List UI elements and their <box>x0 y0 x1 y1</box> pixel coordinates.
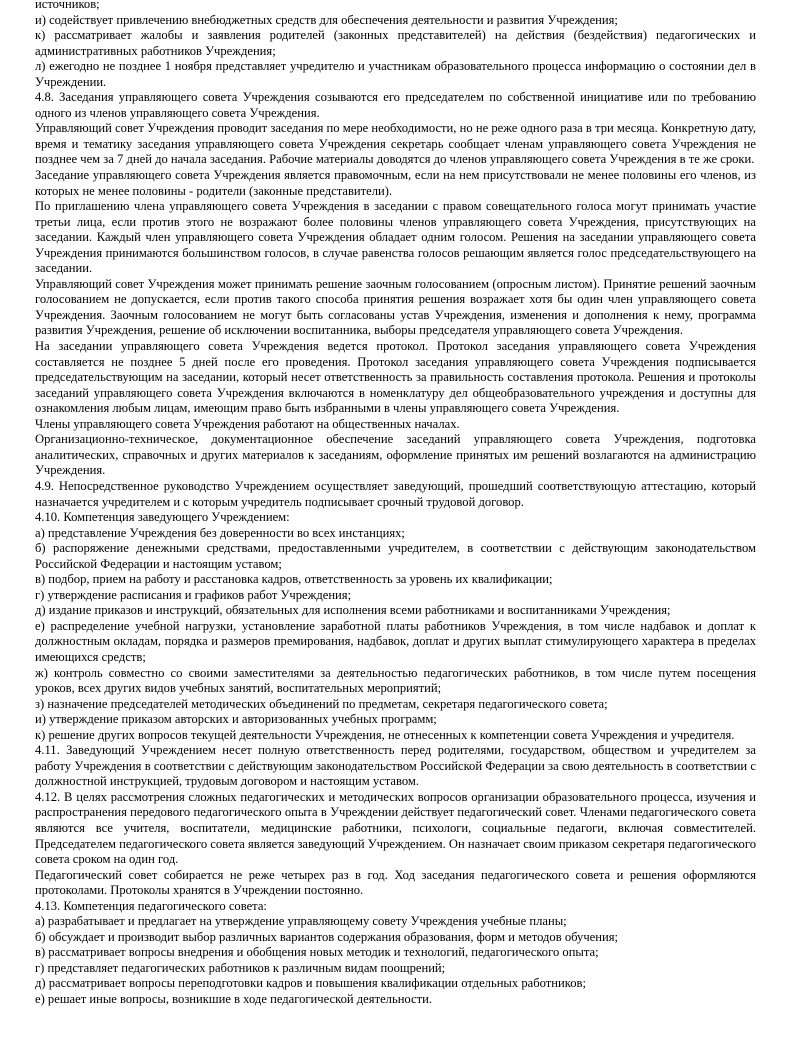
paragraph: г) утверждение расписания и графиков работ Учреждения; <box>35 587 352 602</box>
paragraph: На заседании управляющего совета Учреждения ведется протокол. Протокол заседания управляющего совета Учреждения составляется не позднее 5 дней после его проведения. Протокол заседания управляющего совета Учреждения подписывается председательствующим на заседании, который несет ответственность за правильность составления протокола. Решения и протоколы заседаний управляющего совета Учреждения включаются в номенклатуру дел общеобразовательного учреждения и доступны для ознакомления любым лицам, имеющим право быть избранными в члены управляющего совета Учреждения. <box>35 339 756 416</box>
paragraph: г) представляет педагогических работников к различным видам поощрений; <box>35 960 446 975</box>
document-page <box>35 0 756 1008</box>
paragraph: а) разрабатывает и предлагает на утверждение управляющему совету Учреждения учебные планы; <box>35 914 567 929</box>
paragraph: Управляющий совет Учреждения проводит заседания по мере необходимости, но не реже одного раза в три месяца. Конкретную дату, время и тематику заседания управляющего совета Учреждения секретарь сообщает членам управляющего совета Учреждения не позднее чем за 7 дней до начала заседания. Рабочие материалы доводятся до членов управляющего совета Учреждения в те же сроки. <box>35 121 756 167</box>
paragraph: д) издание приказов и инструкций, обязательных для исполнения всеми работниками и воспитанниками Учреждения; <box>35 603 671 618</box>
paragraph: б) распоряжение денежными средствами, предоставленными учредителем, в соответствии с действующим законодательством Российской Федерации и настоящим уставом; <box>35 541 756 571</box>
paragraph: и) утверждение приказом авторских и авторизованных учебных программ; <box>35 712 437 727</box>
paragraph: л) ежегодно не позднее 1 ноября представляет учредителю и участникам образовательного процесса информацию о состоянии дел в Учреждении. <box>35 59 756 89</box>
paragraph: 4.12. В целях рассмотрения сложных педагогических и методических вопросов организации образовательного процесса, изучения и распространения передового педагогического опыта в Учреждении действует педагогический совет. Членами педагогического совета являются все учителя, воспитатели, медицинские работники, психологи, социальные педагоги, включая совместителей. Председателем педагогического совета является заведующий Учреждением. Он назначает своим приказом секретаря педагогического совета сроком на один год. <box>35 789 756 867</box>
paragraph: в) подбор, прием на работу и расстановка кадров, ответственность за уровень их квалификации; <box>35 572 553 587</box>
paragraph: 4.10. Компетенция заведующего Учреждением: <box>35 510 290 525</box>
paragraph: Члены управляющего совета Учреждения работают на общественных началах. <box>35 416 460 431</box>
paragraph: ж) контроль совместно со своими заместителями за деятельностью педагогических работников, в том числе путем посещения уроков, всех других видов учебных занятий, воспитательных мероприятий; <box>35 665 756 696</box>
paragraph: источников; <box>35 0 100 11</box>
paragraph: з) назначение председателей методических объединений по предметам, секретаря педагогического совета; <box>35 696 608 711</box>
paragraph: По приглашению члена управляющего совета Учреждения в заседании с правом совещательного голоса могут принимать участие третьи лица, если против этого не возражают более половины членов управляющего совета Учреждения, присутствующих на заседании. Каждый член управляющего совета Учреждения обладает одним голосом. Решения на заседании управляющего совета Учреждения принимаются большинством голосов, в случае равенства голосов решающим является голос председательствующего на заседании. <box>35 199 756 276</box>
paragraph: Заседание управляющего совета Учреждения является правомочным, если на нем присутствовали не менее половины его членов, из которых не менее половины - родители (законные представители). <box>35 168 756 198</box>
paragraph: е) решает иные вопросы, возникшие в ходе педагогической деятельности. <box>35 992 433 1006</box>
paragraph: Организационно-техническое, документационное обеспечение заседаний управляющего совета Учреждения, подготовка аналитических, справочных и других материалов к заседаниям, оформление принятых им решений возлагаются на администрацию Учреждения. <box>35 432 756 478</box>
paragraph: а) представление Учреждения без доверенности во всех инстанциях; <box>35 525 405 540</box>
paragraph: 4.11. Заведующий Учреждением несет полную ответственность перед родителями, государством, обществом и учредителем за работу Учреждения в соответствии с действующим законодательством Российской Федерации за свою деятельность в соответствии с должностной инструкцией, трудовым договором и настоящим уставом. <box>35 743 756 789</box>
paragraph: д) рассматривает вопросы переподготовки кадров и повышения квалификации отдельных работников; <box>35 976 586 991</box>
paragraph: Педагогический совет собирается не реже четырех раз в год. Ход заседания педагогического совета и решения оформляются протоколами. Протоколы хранятся в Учреждении постоянно. <box>35 867 756 898</box>
paragraph: к) решение других вопросов текущей деятельности Учреждения, не отнесенных к компетенции совета Учреждения и учредителя. <box>35 727 735 742</box>
paragraph: к) рассматривает жалобы и заявления родителей (законных представителей) на действия (бездействия) педагогических и административных работников Учреждения; <box>35 28 756 58</box>
paragraph: и) содействует привлечению внебюджетных средств для обеспечения деятельности и развития Учреждения; <box>35 12 618 27</box>
paragraph: 4.8. Заседания управляющего совета Учреждения созываются его председателем по собственной инициативе или по требованию одного из членов управляющего совета Учреждения. <box>35 90 756 120</box>
paragraph: 4.13. Компетенция педагогического совета: <box>35 898 267 913</box>
paragraph: б) обсуждает и производит выбор различных вариантов содержания образования, форм и методов обучения; <box>35 929 619 944</box>
paragraph: 4.9. Непосредственное руководство Учреждением осуществляет заведующий, прошедший соответствующую аттестацию, который назначается учредителем и с которым учредитель подписывает срочный трудовой договор. <box>35 478 756 509</box>
paragraph: е) распределение учебной нагрузки, установление заработной платы работников Учреждения, в том числе надбавок и доплат к должностным окладам, порядка и размеров премирования, надбавок, доплат и других выплат стимулирующего характера в пределах имеющихся средств; <box>35 618 756 664</box>
paragraph: в) рассматривает вопросы внедрения и обобщения новых методик и технологий, педагогического опыта; <box>35 945 599 960</box>
paragraph: Управляющий совет Учреждения может принимать решение заочным голосованием (опросным листом). Принятие решений заочным голосованием не допускается, если против такого способа принятия решения возражает хотя бы один член управляющего совета Учреждения. Заочным голосованием не могут быть согласованы устав Учреждения, изменения и дополнения к нему, программа развития Учреждения, решение об исключении воспитанника, выборы председателя управляющего совета Учреждения. <box>35 276 756 338</box>
